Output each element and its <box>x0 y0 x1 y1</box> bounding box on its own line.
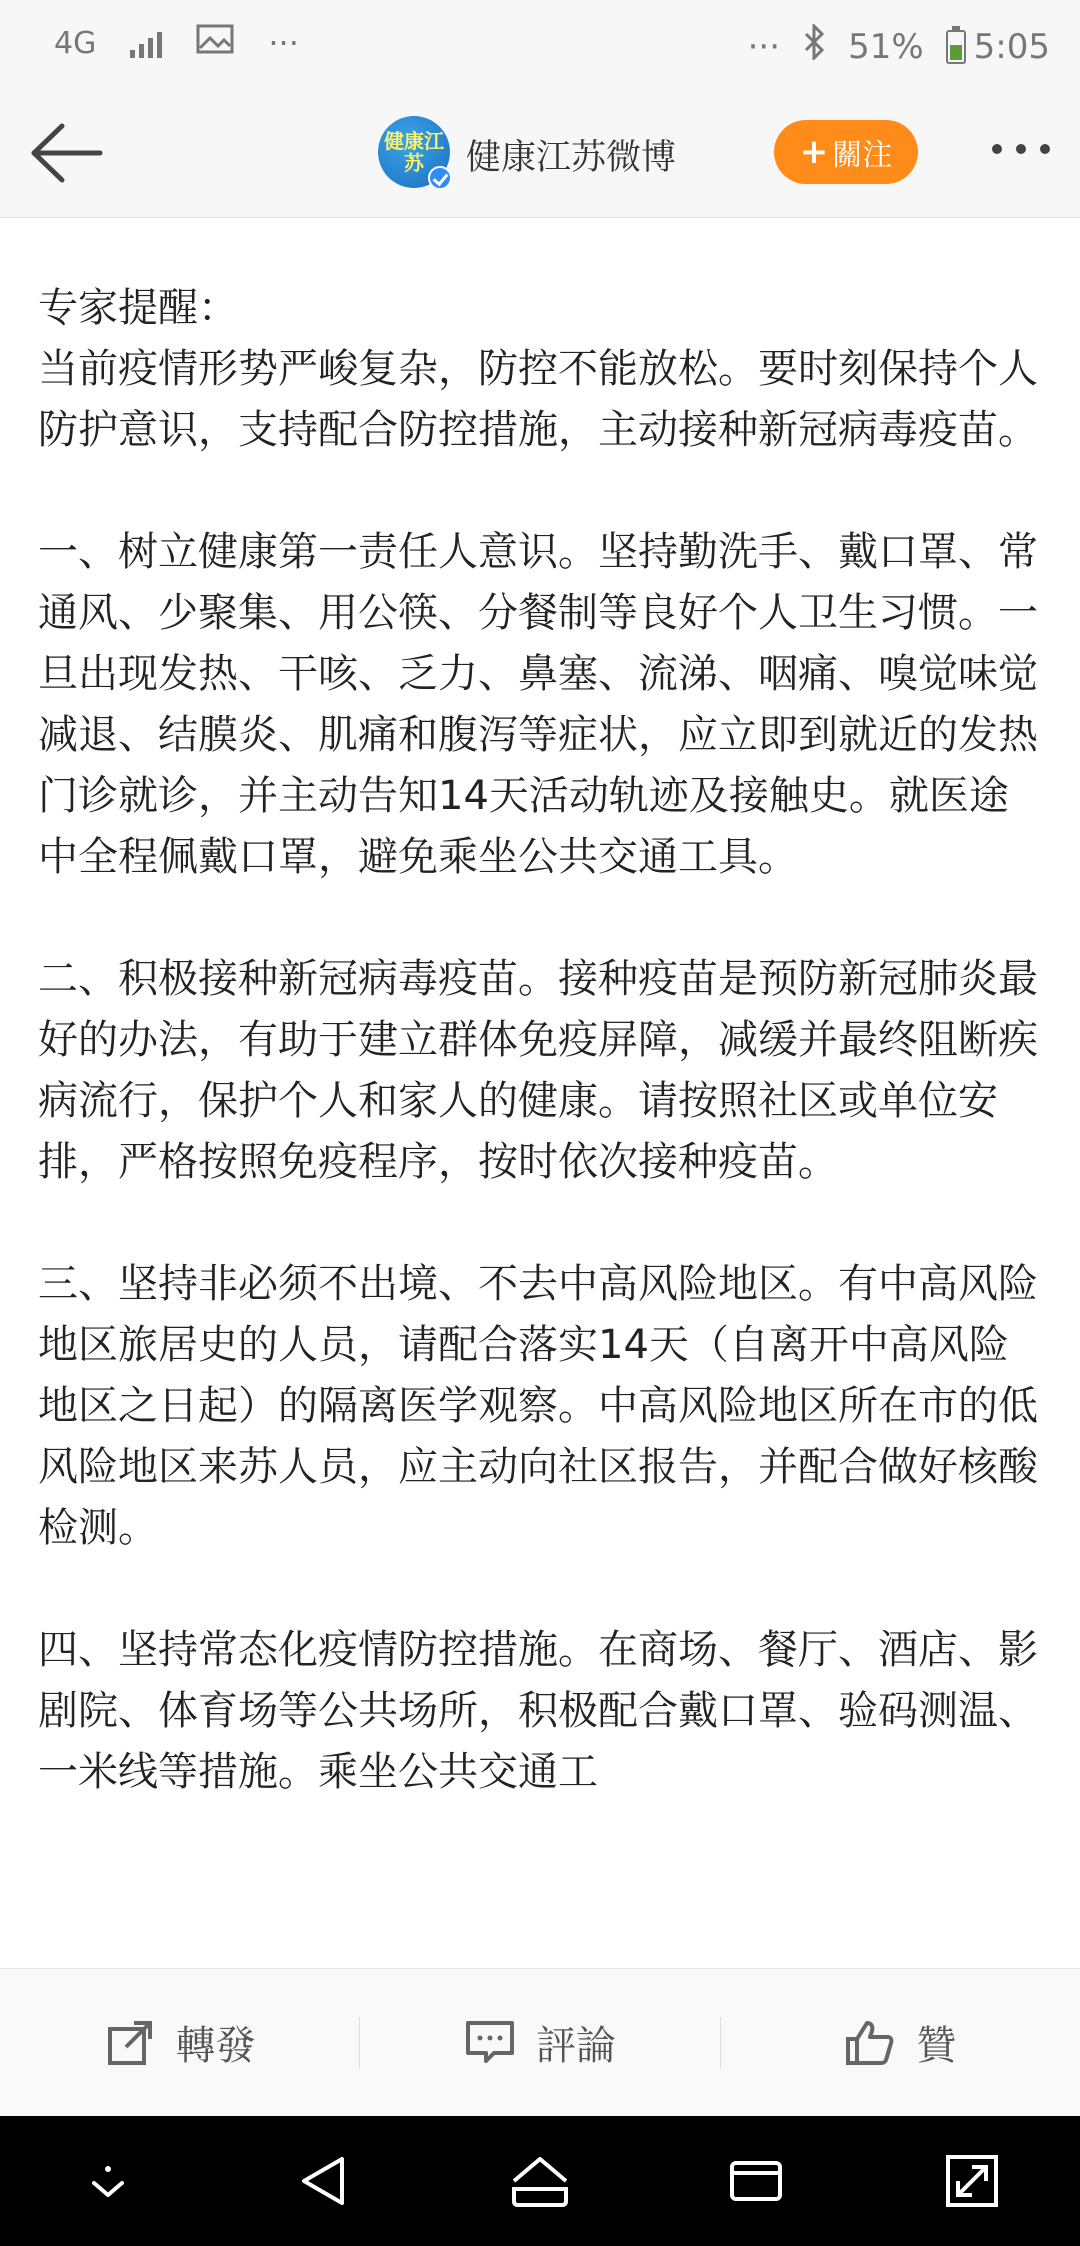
battery-icon <box>946 30 966 64</box>
like-label: 贊 <box>916 2023 957 2069</box>
article-paragraph: 二、积极接种新冠病毒疫苗。接种疫苗是预防新冠肺炎最好的办法，有助于建立群体免疫屏障，减缓并最终阻断疾病流行，保护个人和家人的健康。请按照社区或单位安排，严格按照免疫程序，按时依次接种疫苗。 <box>38 956 1038 1185</box>
avatar[interactable]: 健康江苏 <box>378 116 450 188</box>
expand-screen-icon[interactable] <box>942 2151 1002 2211</box>
repost-button[interactable] <box>0 2008 359 2078</box>
comment-label: 評論 <box>535 2023 616 2069</box>
more-status: ··· <box>747 26 781 67</box>
home-icon[interactable] <box>510 2151 570 2211</box>
battery-percent: 51% <box>848 26 924 67</box>
clock: 5:05 <box>973 26 1050 67</box>
back-arrow-icon[interactable] <box>28 120 104 186</box>
like-button[interactable] <box>721 2008 1080 2078</box>
app-header <box>0 90 1080 218</box>
article-paragraph: 一、树立健康第一责任人意识。坚持勤洗手、戴口罩、常通风、少聚集、用公筷、分餐制等良好个人卫生习惯。一旦出现发热、干咳、乏力、鼻塞、流涕、咽痛、嗅觉味觉减退、结膜炎、肌痛和腹泻等症状，应立即到就近的发热门诊就诊，并主动告知14天活动轨迹及接触史。就医途中全程佩戴口罩，避免乘坐公共交通工具。 <box>38 529 1038 880</box>
comment-button[interactable] <box>360 2008 719 2078</box>
article-body <box>38 278 1038 1968</box>
repost-label: 轉發 <box>175 2023 256 2069</box>
more-notifications: ··· <box>268 24 299 62</box>
follow-button[interactable] <box>774 120 918 184</box>
verified-badge-icon <box>428 166 452 190</box>
signal-icon <box>130 28 162 58</box>
recent-apps-icon[interactable] <box>726 2151 786 2211</box>
status-bar <box>0 0 1080 90</box>
article-paragraph: 三、坚持非必须不出境、不去中高风险地区。有中高风险地区旅居史的人员，请配合落实14天（自离开中高风险地区之日起）的隔离医学观察。中高风险地区所在市的低风险地区来苏人员，应主动向社区报告，并配合做好核酸检测。 <box>38 1261 1038 1551</box>
more-options-icon[interactable] <box>992 144 1050 154</box>
account-name[interactable]: 健康江苏微博 <box>466 138 677 178</box>
plus-icon: + <box>799 132 829 172</box>
follow-label: 關注 <box>832 138 893 173</box>
image-icon <box>196 24 234 62</box>
system-nav-bar <box>0 2116 1080 2246</box>
comment-icon <box>464 2017 516 2069</box>
share-icon <box>104 2017 156 2069</box>
back-triangle-icon[interactable] <box>294 2151 354 2211</box>
thumbs-up-icon <box>844 2017 896 2069</box>
action-bar <box>0 1968 1080 2116</box>
network-type: 4G <box>54 25 97 61</box>
article-paragraph: 四、坚持常态化疫情防控措施。在商场、餐厅、酒店、影剧院、体育场等公共场所，积极配合戴口罩、验码测温、一米线等措施。乘坐公共交通工 <box>38 1627 1038 1795</box>
article-paragraph: 专家提醒： 当前疫情形势严峻复杂，防控不能放松。要时刻保持个人防护意识，支持配合防控措施，主动接种新冠病毒疫苗。 <box>38 285 1038 453</box>
hide-keyboard-icon[interactable] <box>78 2151 138 2211</box>
bluetooth-icon <box>802 24 826 69</box>
